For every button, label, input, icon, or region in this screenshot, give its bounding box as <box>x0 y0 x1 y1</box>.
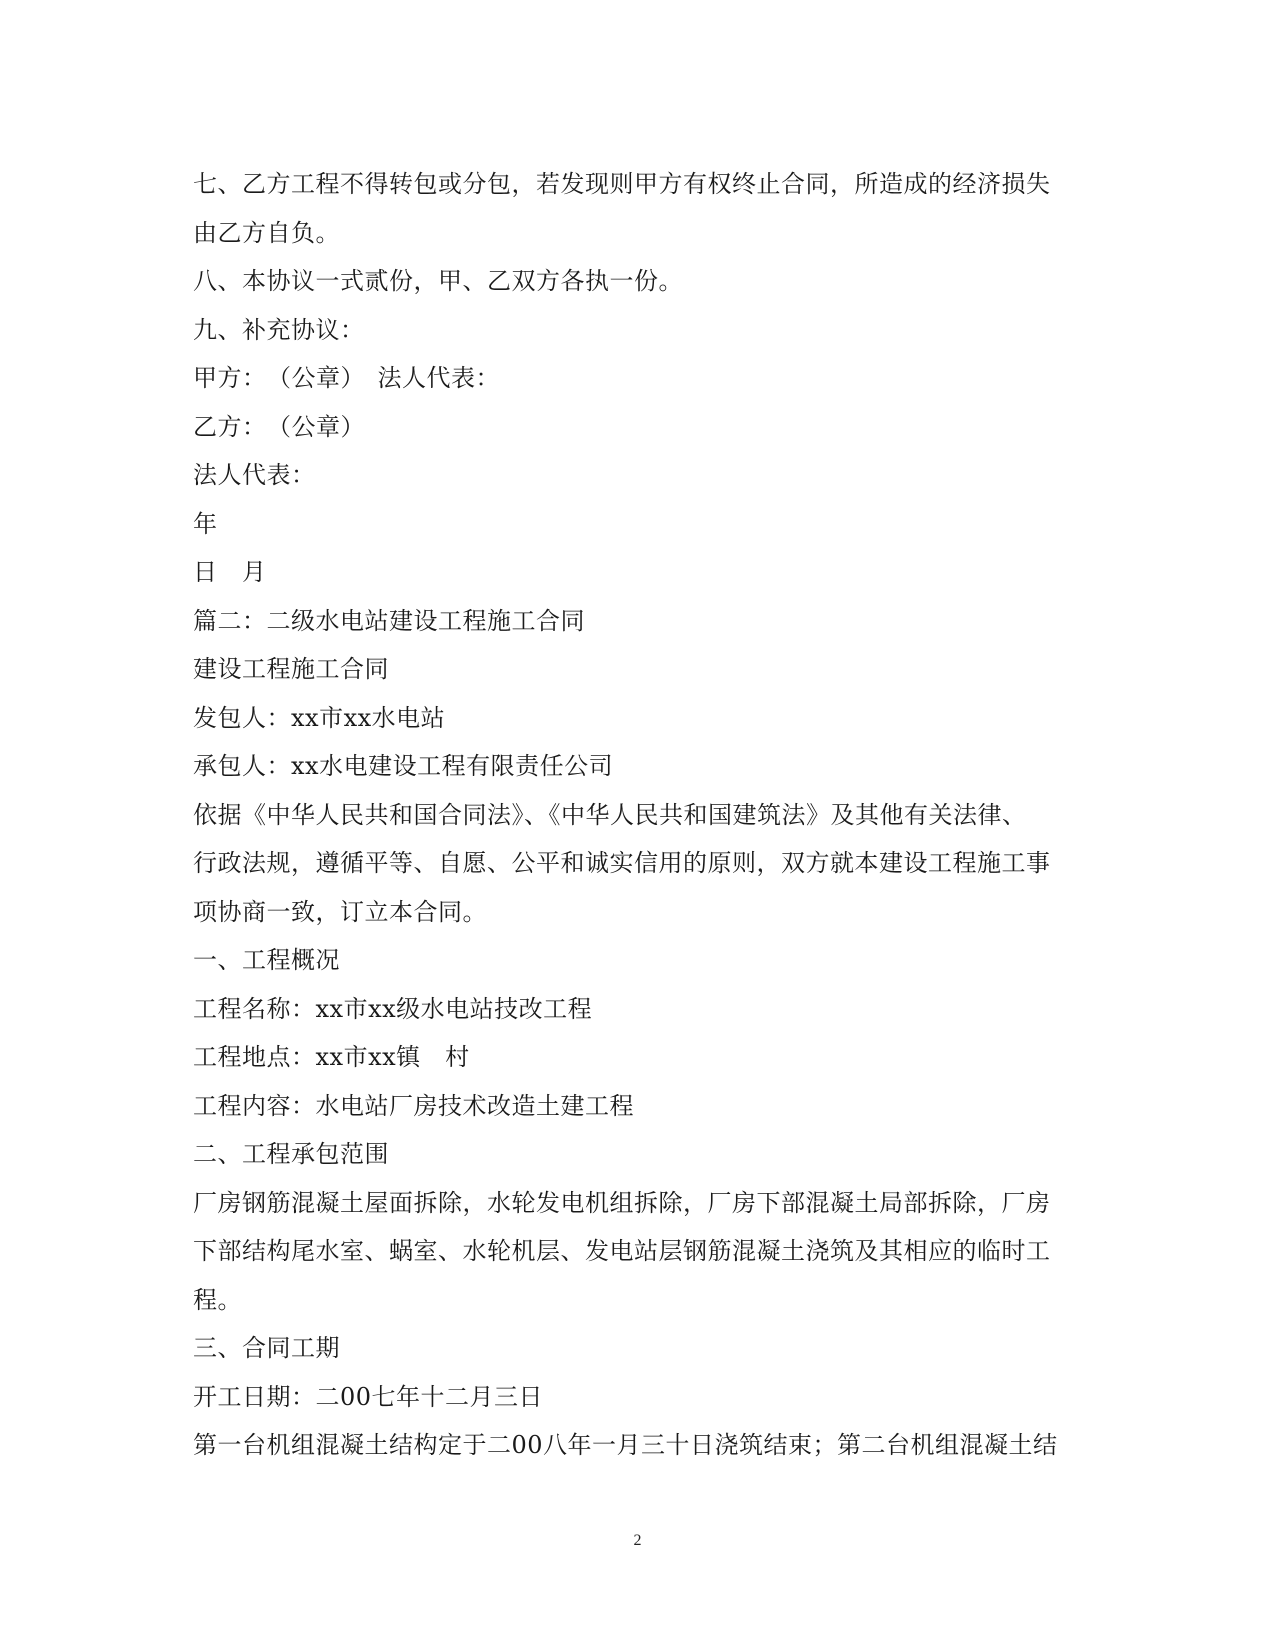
section-heading: 篇二：二级水电站建设工程施工合同 <box>193 606 585 635</box>
date-day-month: 日 月 <box>193 558 267 586</box>
heading-project-overview: 一、工程概况 <box>193 946 340 974</box>
contract-title: 建设工程施工合同 <box>193 655 389 683</box>
employer: 发包人：xx市xx水电站 <box>193 703 446 732</box>
clause-7-line-1: 七、乙方工程不得转包或分包，若发现则甲方有权终止合同，所造成的经济损失 <box>193 170 1051 198</box>
project-location: 工程地点：xx市xx镇 村 <box>193 1043 470 1071</box>
heading-contract-period: 三、合同工期 <box>193 1334 340 1362</box>
party-b-signature: 乙方： （公章） <box>193 412 365 441</box>
preamble-line-2: 行政法规，遵循平等、自愿、公平和诚实信用的原则，双方就本建设工程施工事 <box>193 849 1051 877</box>
project-content: 工程内容：水电站厂房技术改造土建工程 <box>193 1091 634 1120</box>
preamble-line-1: 依据《中华人民共和国合同法》、《中华人民共和国建筑法》及其他有关法律、 <box>193 800 1027 829</box>
page-number: 2 <box>633 1532 642 1549</box>
start-date: 开工日期：二00七年十二月三日 <box>193 1382 544 1411</box>
clause-9: 九、补充协议： <box>193 315 365 344</box>
date-year: 年 <box>193 509 218 538</box>
scope-line-2: 下部结构尾水室、蜗室、水轮机层、发电站层钢筋混凝土浇筑及其相应的临时工 <box>193 1237 1051 1265</box>
legal-representative: 法人代表： <box>193 461 316 489</box>
party-a-signature: 甲方： （公章） 法人代表： <box>193 364 500 392</box>
heading-contract-scope: 二、工程承包范围 <box>193 1140 389 1168</box>
clause-8: 八、本协议一式贰份，甲、乙双方各执一份。 <box>193 267 683 295</box>
preamble-line-3: 项协商一致，订立本合同。 <box>193 897 487 926</box>
clause-7-line-2: 由乙方自负。 <box>193 218 340 247</box>
project-name: 工程名称：xx市xx级水电站技改工程 <box>193 994 593 1023</box>
scope-line-3: 程。 <box>193 1285 242 1314</box>
document-body <box>193 160 1073 1470</box>
scope-line-1: 厂房钢筋混凝土屋面拆除，水轮发电机组拆除，厂房下部混凝土局部拆除，厂房 <box>193 1188 1051 1217</box>
contractor: 承包人：xx水电建设工程有限责任公司 <box>193 752 614 780</box>
schedule-line: 第一台机组混凝土结构定于二00八年一月三十日浇筑结束；第二台机组混凝土结 <box>193 1431 1058 1459</box>
